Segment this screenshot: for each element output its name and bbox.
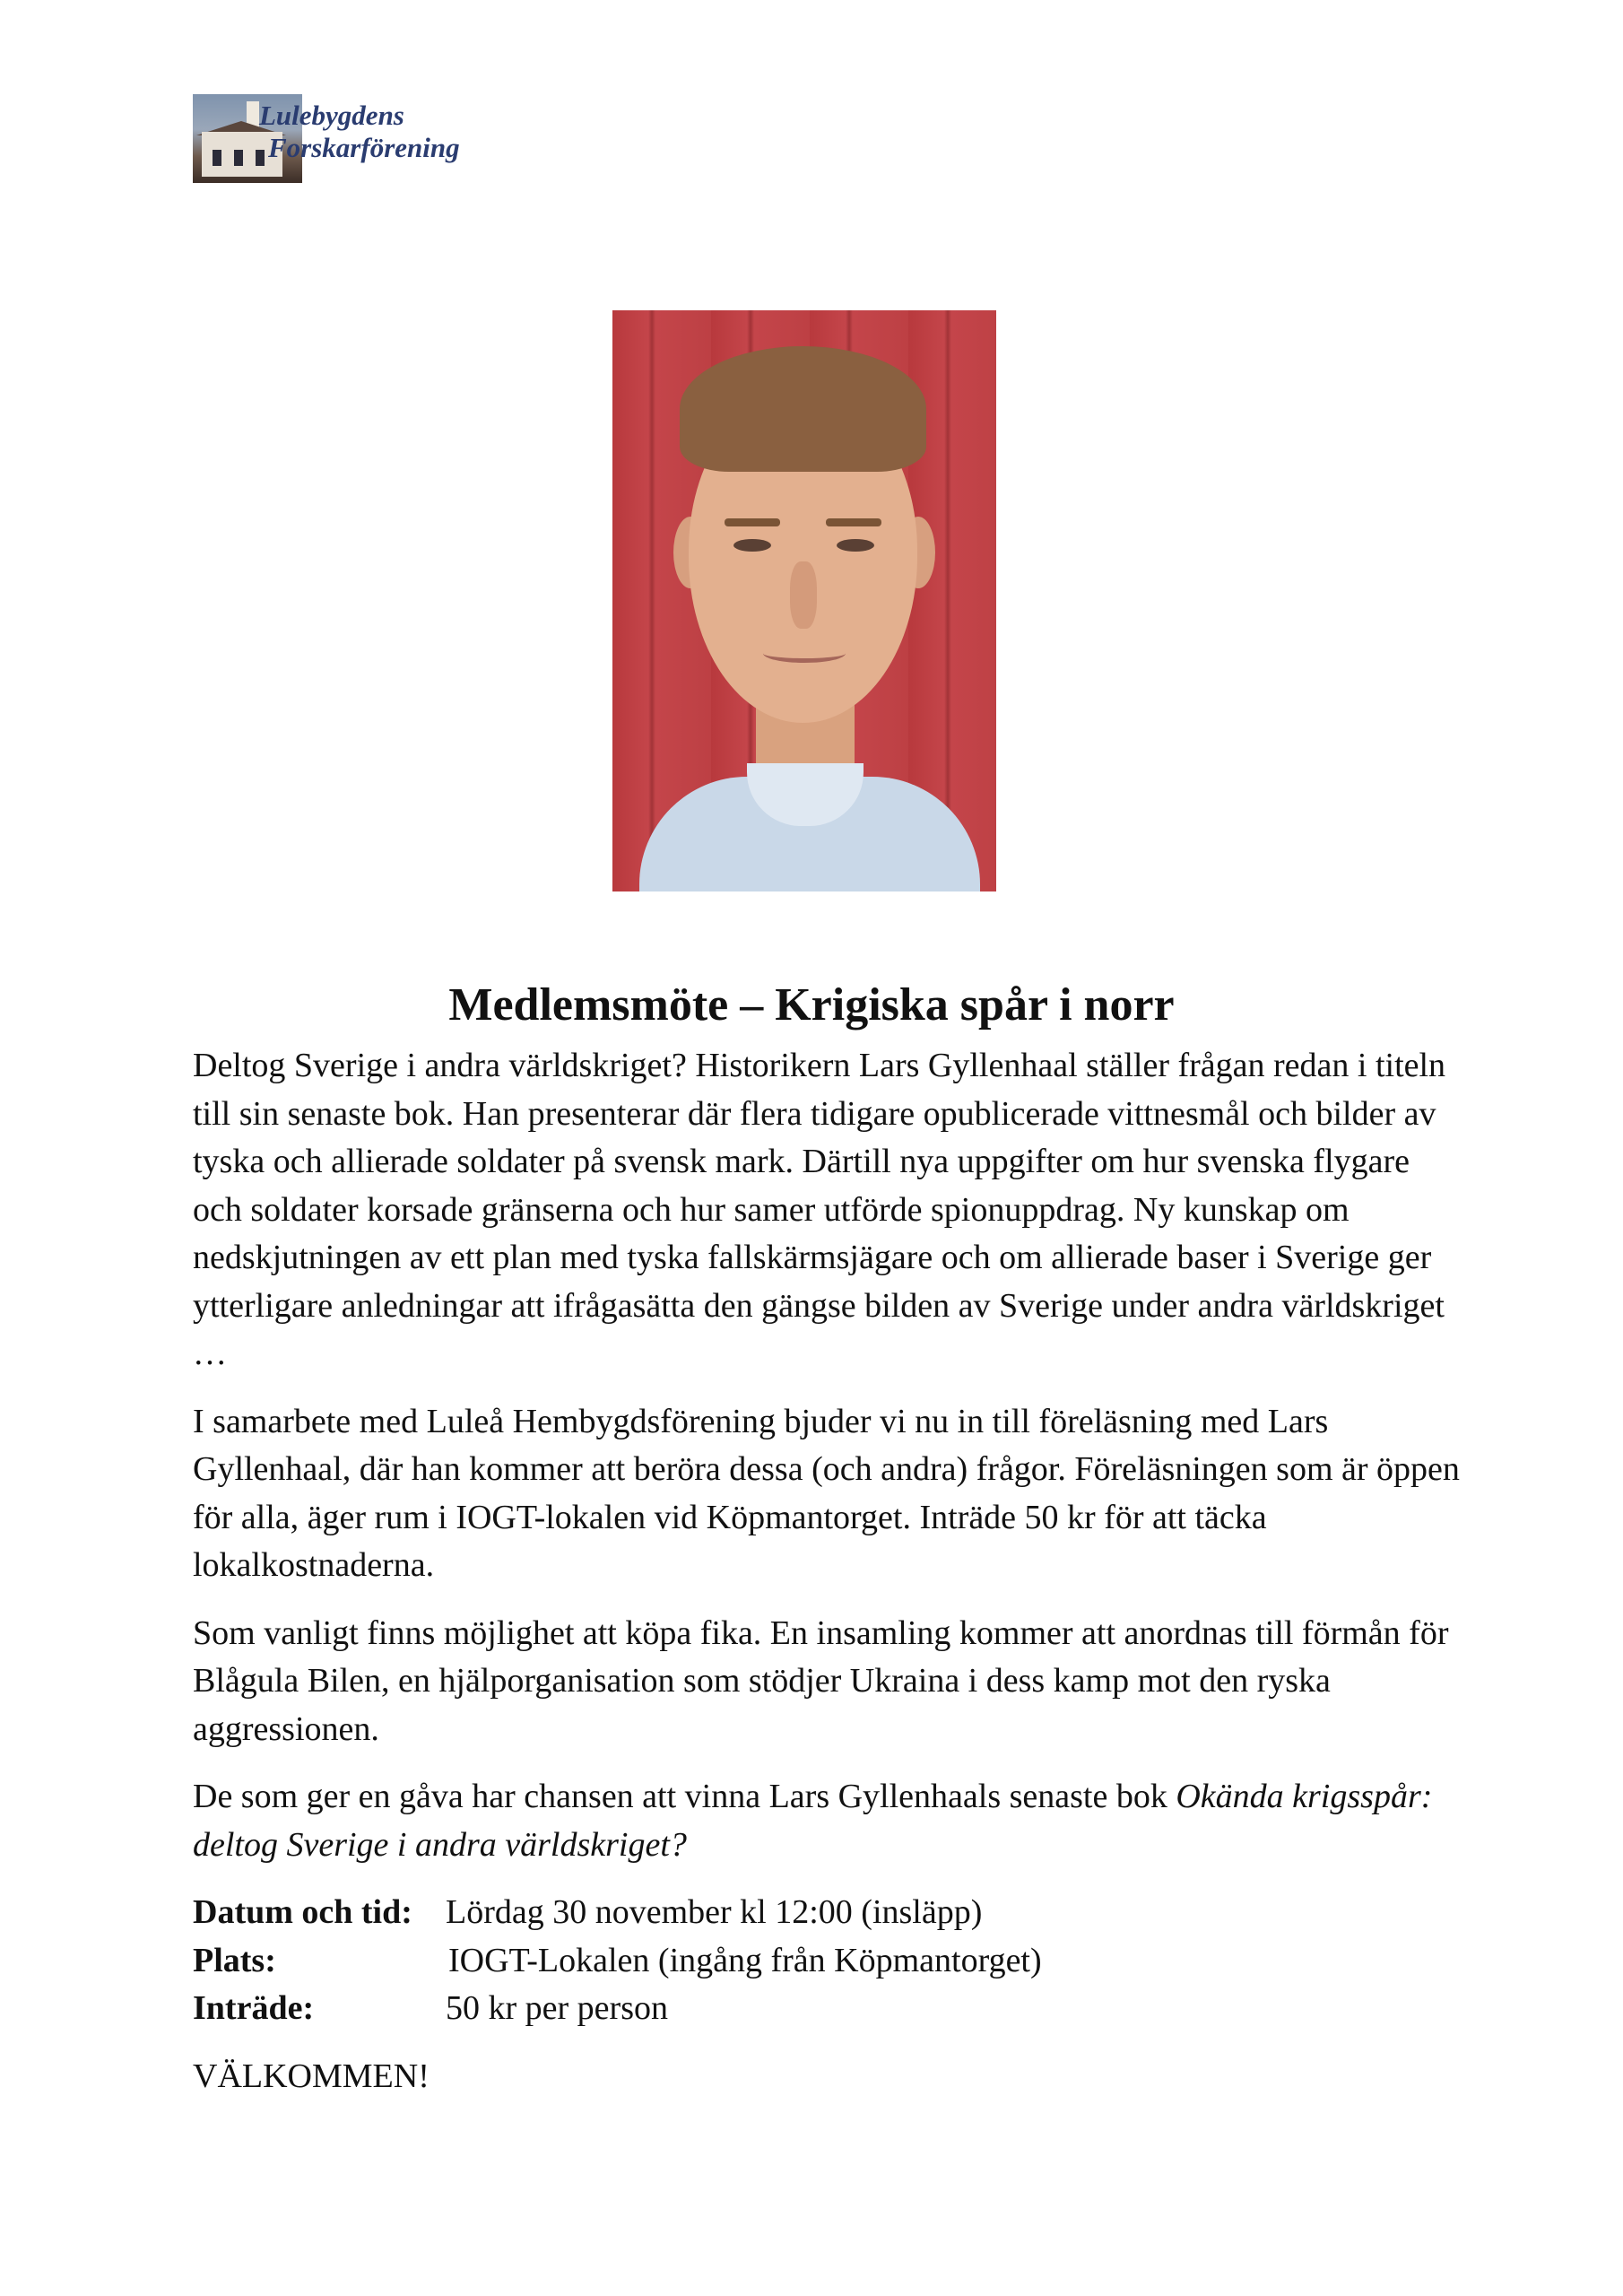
info-label-entry: Inträde: (193, 1989, 315, 2027)
info-value-place: IOGT-Lokalen (ingång från Köpmantorget) (448, 1941, 1042, 1979)
info-label-place: Plats: (193, 1941, 276, 1979)
paragraph-event: I samarbete med Luleå Hembygdsförening bjuder vi nu in till föreläsning med Lars Gyllenhaal, där han kommer att beröra dessa (och andra) frågor. Föreläsningen som är öppen för alla, äger rum i IOGT-lokalen vid Köpmantorget. Inträde 50 kr för att täcka lokalkostnaderna. (193, 1402, 1460, 1584)
closing-text: VÄLKOMMEN! (193, 2057, 430, 2095)
page-title: Medlemsmöte – Krigiska spår i norr (448, 979, 1175, 1031)
speaker-portrait (612, 310, 996, 891)
logo-line-2: Forskarförening (268, 132, 460, 163)
info-row-date (193, 1889, 1466, 1937)
paragraph-fundraiser: Som vanligt finns möjlighet att köpa fika. En insamling kommer att anordnas till förmån för Blågula Bilen, en hjälporganisation som stödjer Ukraina i dess kamp mot den ryska aggressionen. (193, 1613, 1449, 1748)
logo (193, 94, 489, 184)
event-info (193, 1889, 1466, 2033)
gift-text: De som ger en gåva har chansen att vinna Lars Gyllenhaals senaste bok (193, 1778, 1176, 1815)
info-value-date: Lördag 30 november kl 12:00 (insläpp) (446, 1893, 983, 1931)
document-body (193, 1042, 1466, 2100)
info-row-place (193, 1937, 1466, 1986)
logo-text (259, 100, 460, 164)
info-label-date: Datum och tid: (193, 1893, 412, 1931)
info-row-entry (193, 1985, 1466, 2033)
book-title: Okända krigsspår: deltog Sverige i andra världskriget? (193, 1778, 1433, 1864)
info-value-entry: 50 kr per person (446, 1989, 668, 2027)
paragraph-gift (193, 1773, 1466, 1869)
paragraph-intro: Deltog Sverige i andra världskriget? Historikern Lars Gyllenhaal ställer frågan redan i titeln till sin senaste bok. Han presenterar där flera tidigare opublicerade vittnesmål och bilder av tyska och allierade soldater på svensk mark. Därtill nya uppgifter om hur svenska flygare och soldater korsade gränserna och hur samer utförde spionuppdrag. Ny kunskap om nedskjutningen av ett plan med tyska fallskärmsjägare och om allierade baser i Sverige ger ytterligare anledningar att ifrågasätta den gängse bilden av Sverige under andra världskriget … (193, 1047, 1446, 1372)
logo-line-1: Lulebygdens (259, 100, 404, 131)
